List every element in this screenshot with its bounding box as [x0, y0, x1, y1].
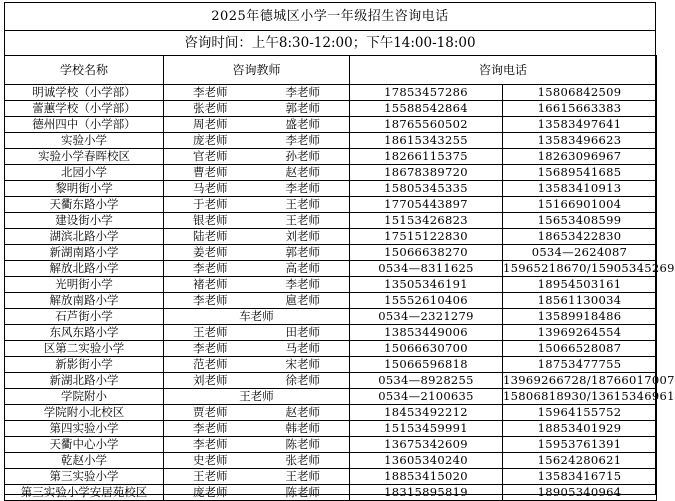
- teacher-cell: [164, 341, 350, 357]
- phone-number: 13583496623: [503, 133, 657, 149]
- teacher-name: 陆老师: [193, 229, 228, 243]
- phone-number: 13605340240: [350, 453, 503, 469]
- teacher-name: 李老师: [193, 437, 228, 451]
- table-row: [5, 245, 657, 261]
- table-row: [5, 373, 657, 389]
- phone-number: 15066630700: [350, 341, 503, 357]
- table-row: [5, 149, 657, 165]
- teacher-cell: [164, 421, 350, 437]
- teacher-cell: [164, 181, 350, 197]
- teacher-name: 扈老师: [285, 293, 320, 307]
- school-name: 新湖南路小学: [5, 245, 164, 261]
- teacher-name: 盛老师: [285, 117, 320, 131]
- table-row: [5, 485, 657, 501]
- table-header-row: [5, 56, 657, 85]
- phone-number: 0534—8311625: [350, 261, 503, 277]
- phone-number: 13583497641: [503, 117, 657, 133]
- phone-number: 0534—2624087: [503, 245, 657, 261]
- teacher-name: 赵老师: [285, 165, 320, 179]
- teacher-cell: [164, 165, 350, 181]
- teacher-name: 官老师: [193, 149, 228, 163]
- teacher-cell: [164, 229, 350, 245]
- teacher-cell: [164, 325, 350, 341]
- school-name: 学院附小: [5, 389, 164, 405]
- table-row: [5, 389, 657, 405]
- phone-number: 18853401929: [503, 421, 657, 437]
- school-name: 东风东路小学: [5, 325, 164, 341]
- phone-number: 15066638270: [350, 245, 503, 261]
- teacher-name: 姜老师: [193, 245, 228, 259]
- teacher-cell: [164, 85, 350, 101]
- phone-number: 18753477755: [503, 357, 657, 373]
- phone-number: 13969264554: [503, 325, 657, 341]
- teacher-name: 韩老师: [285, 421, 320, 435]
- teacher-name: 马老师: [193, 181, 228, 195]
- phone-number: 17515122830: [350, 229, 503, 245]
- teacher-name: 曹老师: [193, 165, 228, 179]
- phone-number: 17853457286: [350, 85, 503, 101]
- teacher-name: 孙老师: [285, 149, 320, 163]
- phone-number: 15806818930/13615346961: [503, 389, 675, 403]
- phone-number: 18315895819: [350, 485, 503, 501]
- phone-number: 18615343255: [350, 133, 503, 149]
- school-name: 实验小学: [5, 133, 164, 149]
- table-row: [5, 277, 657, 293]
- phone-number: 18678389720: [350, 165, 503, 181]
- teacher-cell: [164, 245, 350, 261]
- teacher-name: 陈老师: [285, 485, 320, 499]
- school-name: 明诚学校（小学部）: [5, 85, 164, 101]
- table-row: [5, 213, 657, 229]
- table-row: [5, 293, 657, 309]
- table-row: [5, 117, 657, 133]
- phone-number: 18453492212: [350, 405, 503, 421]
- table-row: [5, 453, 657, 469]
- teacher-cell: [164, 405, 350, 421]
- table-row: [5, 85, 657, 101]
- teacher-cell: [164, 437, 350, 453]
- school-name: 第三实验小学: [5, 469, 164, 485]
- teacher-name: 庞老师: [193, 133, 228, 147]
- teacher-cell: [164, 133, 350, 149]
- phone-number: 0534—2100635: [350, 389, 503, 405]
- table-row: [5, 181, 657, 197]
- phone-number: 18561130034: [503, 293, 657, 309]
- phone-number: 15624280621: [503, 453, 657, 469]
- phone-number: 13583416715: [503, 469, 657, 485]
- teacher-name: 陈老师: [285, 437, 320, 451]
- school-name: 湖滨北路小学: [5, 229, 164, 245]
- title-divider: [4, 30, 656, 31]
- table-row: [5, 421, 657, 437]
- phone-number: 15153426823: [350, 213, 503, 229]
- table-row: [5, 261, 657, 277]
- table-row: [5, 197, 657, 213]
- teacher-name: 李老师: [193, 421, 228, 435]
- teacher-name: 李老师: [193, 341, 228, 355]
- teacher-cell: [164, 277, 350, 293]
- teacher-cell: [164, 357, 350, 373]
- teacher-name: 车老师: [239, 309, 274, 323]
- table-row: [5, 133, 657, 149]
- table-row: [5, 165, 657, 181]
- teacher-name: 宋老师: [285, 357, 320, 371]
- teacher-name: 王老师: [285, 213, 320, 227]
- teacher-cell: [164, 469, 350, 485]
- phone-number: 13589918486: [503, 309, 657, 325]
- phone-number: 18263096967: [503, 149, 657, 165]
- school-name: 天衢东路小学: [5, 197, 164, 213]
- school-name: 乾赵小学: [5, 453, 164, 469]
- teacher-cell: [164, 389, 350, 405]
- teacher-name: 史老师: [193, 453, 228, 467]
- teacher-name: 李老师: [285, 277, 320, 291]
- teacher-name: 周老师: [193, 117, 228, 131]
- teacher-name: 王老师: [193, 325, 228, 339]
- school-name: 石芦街小学: [5, 309, 164, 325]
- phone-number: 15153459991: [350, 421, 503, 437]
- school-name: 实验小学春晖校区: [5, 149, 164, 165]
- teacher-name: 王老师: [285, 197, 320, 211]
- teacher-name: 刘老师: [285, 229, 320, 243]
- phone-number: 15066528087: [503, 341, 657, 357]
- phone-number: 15066596818: [350, 357, 503, 373]
- teacher-name: 李老师: [285, 133, 320, 147]
- phone-number: 15965218670/15905345269: [503, 261, 675, 275]
- school-name: 北园小学: [5, 165, 164, 181]
- phone-number: 0534—8928255: [350, 373, 503, 389]
- school-name: 第四实验小学: [5, 421, 164, 437]
- teacher-name: 李老师: [193, 261, 228, 275]
- phone-number: 13583410913: [503, 181, 657, 197]
- table-row: [5, 469, 657, 485]
- phone-table: [4, 55, 675, 501]
- school-name: 德州四中（小学部）: [5, 117, 164, 133]
- teacher-name: 刘老师: [193, 373, 228, 387]
- teacher-name: 于老师: [193, 197, 228, 211]
- school-name: 黎明街小学: [5, 181, 164, 197]
- teacher-name: 褚老师: [193, 277, 228, 291]
- teacher-name: 李老师: [285, 85, 320, 99]
- teacher-name: 银老师: [193, 213, 228, 227]
- phone-number: 13853449006: [350, 325, 503, 341]
- phone-number: 15689541685: [503, 165, 657, 181]
- header-teacher: 咨询教师: [164, 56, 350, 85]
- phone-number: 17705443897: [350, 197, 503, 213]
- school-name: 第三实验小学安居苑校区: [5, 485, 164, 501]
- consult-hours: 咨询时间：上午8:30-12:00；下午14:00-18:00: [184, 35, 476, 51]
- teacher-cell: [164, 293, 350, 309]
- phone-number: 13969266728/18766017007: [503, 373, 675, 387]
- phone-number: 16615663383: [503, 101, 657, 117]
- table-row: [5, 101, 657, 117]
- table-row: [5, 341, 657, 357]
- table-row: [5, 437, 657, 453]
- teacher-cell: [164, 373, 350, 389]
- teacher-name: 李老师: [285, 181, 320, 195]
- table-row: [5, 325, 657, 341]
- phone-number: 18853415020: [350, 469, 503, 485]
- teacher-name: 王老师: [193, 469, 228, 483]
- school-name: 解放南路小学: [5, 293, 164, 309]
- phone-number: 18765560502: [350, 117, 503, 133]
- phone-number: 15166901004: [503, 197, 657, 213]
- phone-number: 18905340964: [503, 485, 657, 501]
- phone-number: 13675342609: [350, 437, 503, 453]
- phone-number: 15806842509: [503, 85, 657, 101]
- teacher-name: 贾老师: [193, 405, 228, 419]
- phone-number: 18954503161: [503, 277, 657, 293]
- school-name: 光明街小学: [5, 277, 164, 293]
- teacher-name: 庞老师: [193, 485, 228, 499]
- teacher-name: 李老师: [193, 293, 228, 307]
- teacher-name: 赵老师: [285, 405, 320, 419]
- teacher-name: 郭老师: [285, 245, 320, 259]
- school-name: 解放北路小学: [5, 261, 164, 277]
- teacher-name: 王老师: [285, 469, 320, 483]
- phone-number: 15953761391: [503, 437, 657, 453]
- phone-number: 15964155752: [503, 405, 657, 421]
- school-name: 新湖北路小学: [5, 373, 164, 389]
- teacher-name: 范老师: [193, 357, 228, 371]
- table-row: [5, 229, 657, 245]
- header-phone: 咨询电话: [350, 56, 657, 85]
- teacher-cell: [164, 261, 350, 277]
- teacher-name: 李老师: [193, 85, 228, 99]
- phone-number: 15653408599: [503, 213, 657, 229]
- teacher-cell: [164, 485, 350, 501]
- table-row: [5, 357, 657, 373]
- teacher-cell: [164, 117, 350, 133]
- phone-number: 15588542864: [350, 101, 503, 117]
- phone-number: 13505346191: [350, 277, 503, 293]
- teacher-cell: [164, 213, 350, 229]
- teacher-name: 徐老师: [285, 373, 320, 387]
- school-name: 天衢中心小学: [5, 437, 164, 453]
- phone-number: 18266115375: [350, 149, 503, 165]
- sheet-title: 2025年德城区小学一年级招生咨询电话: [211, 9, 449, 24]
- teacher-name: 马老师: [285, 341, 320, 355]
- phone-number: 0534—2321279: [350, 309, 503, 325]
- phone-number: 18653422830: [503, 229, 657, 245]
- teacher-name: 张老师: [285, 453, 320, 467]
- school-name: 区第二实验小学: [5, 341, 164, 357]
- header-school: 学校名称: [5, 56, 164, 85]
- phone-number: 15805345335: [350, 181, 503, 197]
- teacher-cell: [164, 453, 350, 469]
- school-name: 建设街小学: [5, 213, 164, 229]
- teacher-name: 高老师: [285, 261, 320, 275]
- school-name: 学院附小北校区: [5, 405, 164, 421]
- teacher-name: 张老师: [193, 101, 228, 115]
- school-name: 蕾蕙学校（小学部）: [5, 101, 164, 117]
- teacher-name: 郭老师: [285, 101, 320, 115]
- table-row: [5, 309, 657, 325]
- teacher-name: 王老师: [239, 389, 274, 403]
- teacher-name: 田老师: [285, 325, 320, 339]
- teacher-cell: [164, 197, 350, 213]
- table-row: [5, 405, 657, 421]
- teacher-cell: [164, 309, 350, 325]
- school-name: 新影街小学: [5, 357, 164, 373]
- teacher-cell: [164, 101, 350, 117]
- phone-number: 15552610406: [350, 293, 503, 309]
- teacher-cell: [164, 149, 350, 165]
